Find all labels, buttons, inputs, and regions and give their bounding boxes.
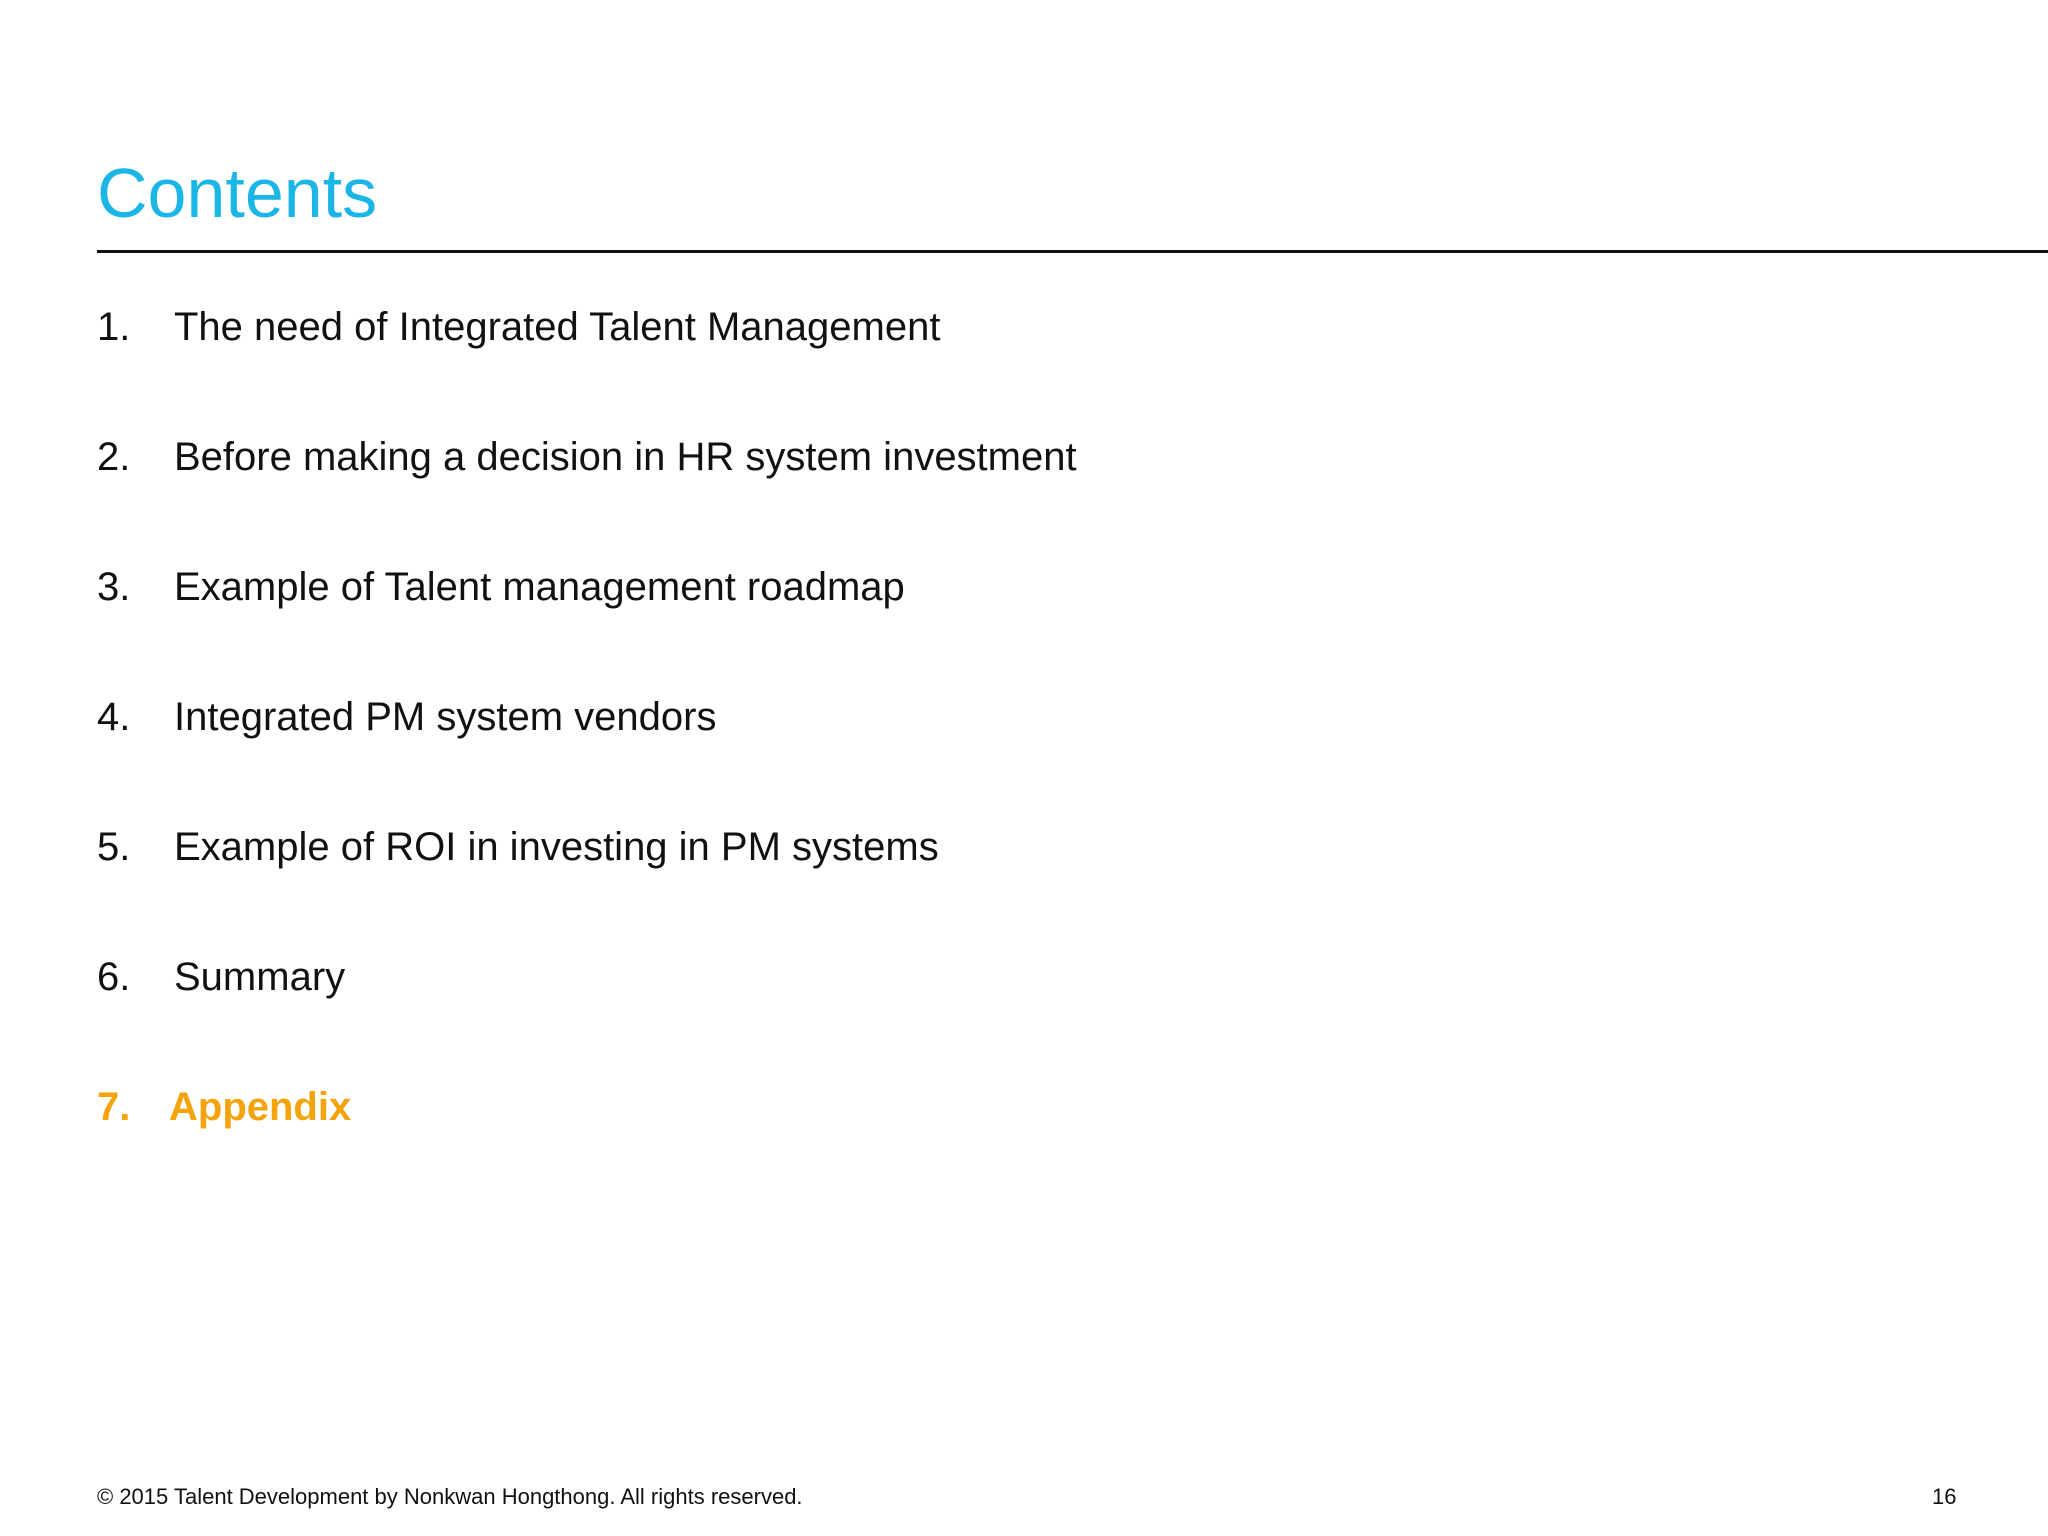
list-item-number: 7.	[97, 1085, 131, 1129]
list-item-4	[97, 690, 1497, 820]
title-divider	[97, 250, 2048, 253]
list-item-label: Before making a decision in HR system investment	[174, 435, 1077, 479]
list-item-label: Appendix	[169, 1085, 352, 1129]
list-item-label: Example of ROI in investing in PM systems	[174, 825, 939, 869]
list-item-6	[97, 950, 1497, 1080]
page-number: 16	[1932, 1484, 1957, 1509]
list-item-number: 6.	[97, 955, 131, 999]
list-item-5	[97, 820, 1497, 950]
contents-list	[97, 300, 1497, 1210]
page-title: Contents	[97, 154, 378, 232]
list-item-number: 2.	[97, 435, 131, 479]
list-item-number: 4.	[97, 695, 131, 739]
list-item-number: 3.	[97, 565, 131, 609]
list-item-label: The need of Integrated Talent Management	[174, 305, 941, 349]
list-item-2	[97, 430, 1497, 560]
list-item-label: Integrated PM system vendors	[174, 695, 717, 739]
list-item-7-active	[97, 1080, 1497, 1210]
list-item-number: 1.	[97, 305, 131, 349]
list-item-label: Summary	[174, 955, 346, 999]
list-item-label: Example of Talent management roadmap	[174, 565, 905, 609]
footer-copyright: © 2015 Talent Development by Nonkwan Hongthong. All rights reserved.	[97, 1484, 803, 1509]
list-item-1	[97, 300, 1497, 430]
list-item-3	[97, 560, 1497, 690]
list-item-number: 5.	[97, 825, 131, 869]
